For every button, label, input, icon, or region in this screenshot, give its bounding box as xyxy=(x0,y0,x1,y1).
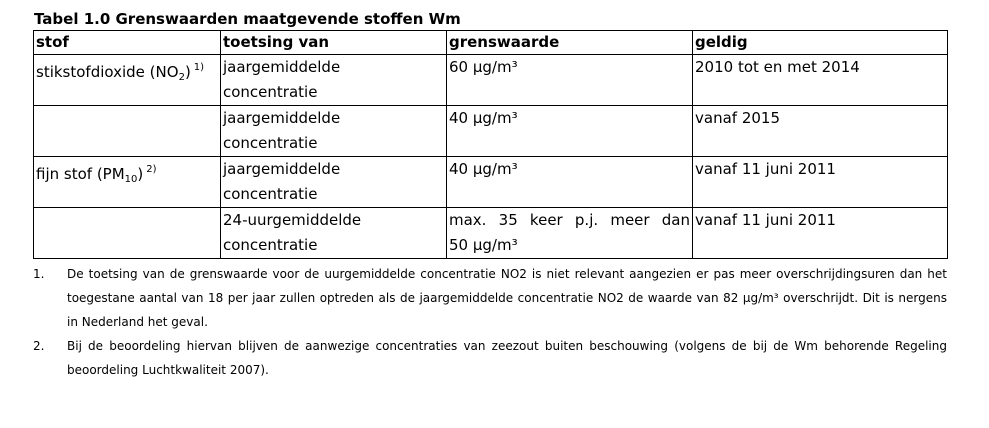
cell-grenswaarde xyxy=(447,157,693,208)
limit-values-table xyxy=(33,30,948,259)
cell-geldig: 2010 tot en met 2014 xyxy=(693,55,948,106)
stof-close: ) xyxy=(184,63,191,81)
cell-stof xyxy=(34,157,221,208)
cell-stof xyxy=(34,55,221,106)
cell-geldig: vanaf 11 juni 2011 xyxy=(693,208,948,259)
cell-stof xyxy=(34,208,221,259)
table-row xyxy=(34,106,948,157)
footnote-number: 1. xyxy=(33,267,45,281)
toetsing-line-1: 24-uurgemiddelde xyxy=(223,211,362,229)
toetsing-line-1: jaargemiddelde xyxy=(223,58,341,76)
stof-subscript: 10 xyxy=(124,174,138,185)
footnotes xyxy=(33,262,947,382)
header-toetsing: toetsing van xyxy=(221,31,447,55)
table-row xyxy=(34,55,948,106)
cell-toetsing xyxy=(221,106,447,157)
grenswaarde-line-1: 40 µg/m³ xyxy=(449,160,518,178)
footnote-number: 2. xyxy=(33,339,45,353)
grenswaarde-line-1: 40 µg/m³ xyxy=(449,109,518,127)
cell-grenswaarde xyxy=(447,106,693,157)
cell-stof xyxy=(34,106,221,157)
footnote xyxy=(33,334,947,382)
footnote-ref: 1) xyxy=(193,62,205,73)
footnote-ref: 2) xyxy=(146,164,157,175)
footnote xyxy=(33,262,947,334)
toetsing-line-2: concentratie xyxy=(223,83,318,101)
toetsing-line-2: concentratie xyxy=(223,134,318,152)
table-row xyxy=(34,208,948,259)
toetsing-line-1: jaargemiddelde xyxy=(223,109,341,127)
grenswaarde-line-1: max. 35 keer p.j. meer dan xyxy=(449,211,690,229)
toetsing-line-2: concentratie xyxy=(223,236,318,254)
cell-toetsing xyxy=(221,55,447,106)
cell-toetsing xyxy=(221,157,447,208)
table-row xyxy=(34,157,948,208)
stof-name: fijn stof (PM xyxy=(36,165,125,183)
stof-close: ) xyxy=(137,165,144,183)
footnote-text: De toetsing van de grenswaarde voor de uurgemiddelde concentratie NO2 is niet relevant aangezien er pas meer overschrijdingsuren dan het toegestane aantal van 18 per jaar zullen optreden als de jaargemiddelde concentratie NO2 de waarde van 82 µg/m³ overschrijdt. Dit is nergens in Nederland het geval. xyxy=(67,267,947,329)
grenswaarde-line-1: 60 µg/m³ xyxy=(449,58,518,76)
cell-toetsing xyxy=(221,208,447,259)
toetsing-line-1: jaargemiddelde xyxy=(223,160,341,178)
cell-geldig: vanaf 11 juni 2011 xyxy=(693,157,948,208)
table-header-row xyxy=(34,31,948,55)
grenswaarde-line-2: 50 µg/m³ xyxy=(449,236,518,254)
footnote-text: Bij de beoordeling hiervan blijven de aanwezige concentraties van zeezout buiten beschouwing (volgens de bij de Wm behorende Regeling beoordeling Luchtkwaliteit 2007). xyxy=(67,339,947,377)
header-stof: stof xyxy=(34,31,221,55)
table-title: Tabel 1.0 Grenswaarden maatgevende stoffen Wm xyxy=(34,10,461,28)
header-grenswaarde: grenswaarde xyxy=(447,31,693,55)
cell-grenswaarde xyxy=(447,208,693,259)
toetsing-line-2: concentratie xyxy=(223,185,318,203)
stof-subscript: 2 xyxy=(178,72,185,83)
header-geldig: geldig xyxy=(693,31,948,55)
cell-geldig: vanaf 2015 xyxy=(693,106,948,157)
stof-name: stikstofdioxide (NO xyxy=(36,63,179,81)
cell-grenswaarde xyxy=(447,55,693,106)
